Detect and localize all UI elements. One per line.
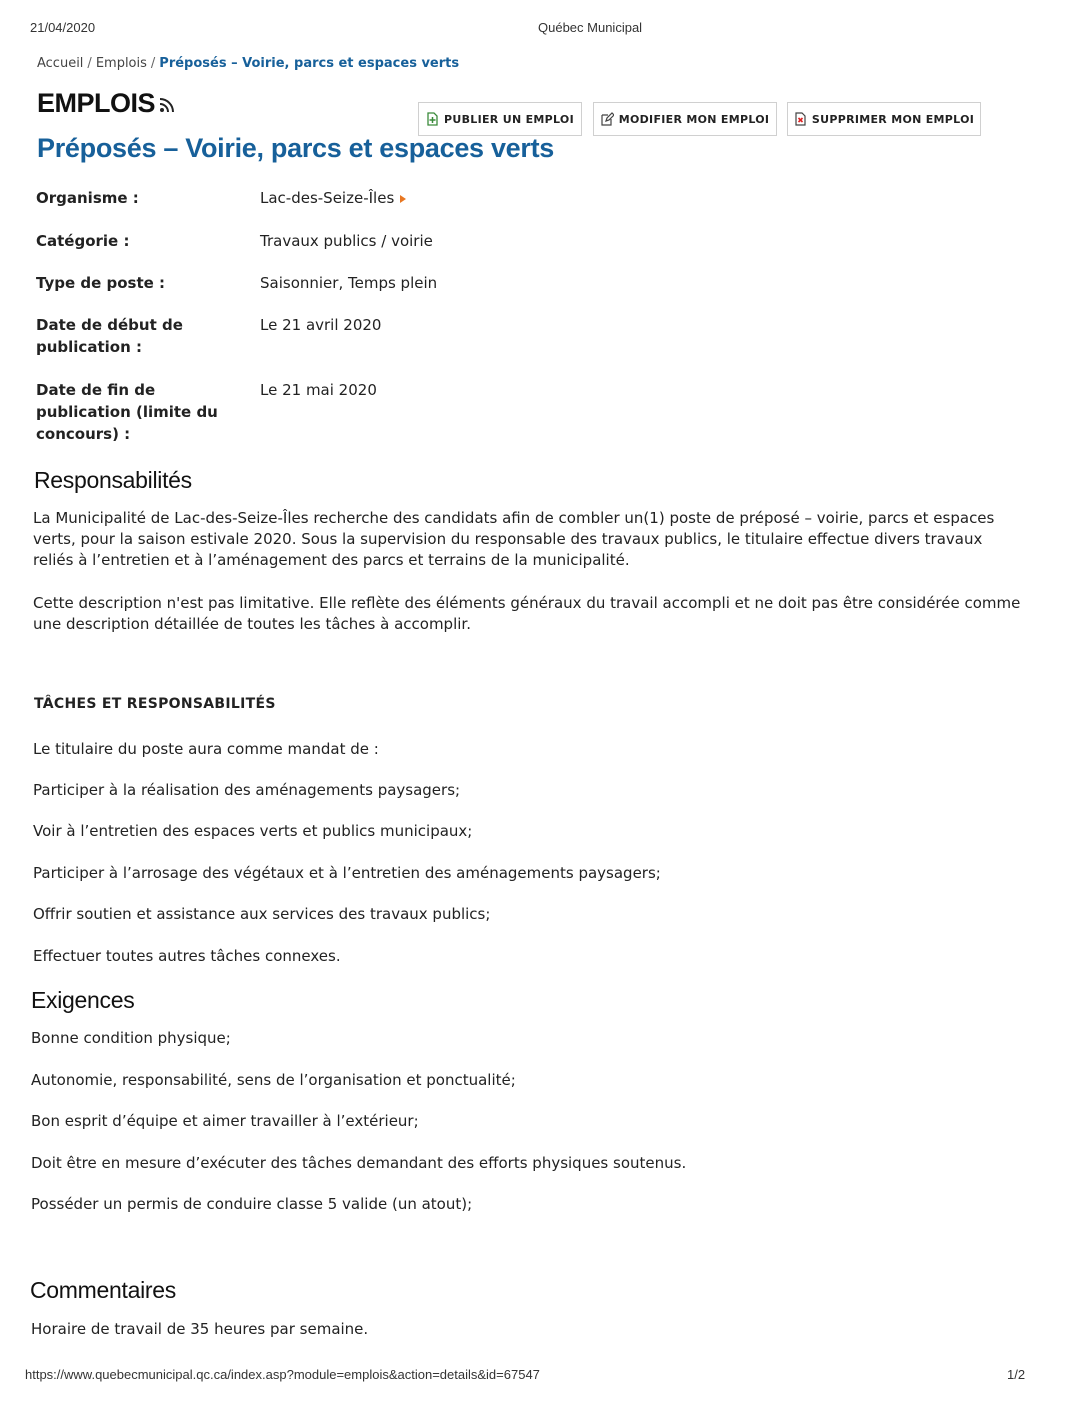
organisme-link[interactable]: Lac-des-Seize-Îles bbox=[260, 189, 395, 207]
detail-label-type-poste: Type de poste : bbox=[36, 274, 166, 292]
detail-value-date-debut: Le 21 avril 2020 bbox=[260, 316, 382, 334]
breadcrumb-home-link[interactable]: Accueil bbox=[37, 56, 84, 71]
commentaires-text: Horaire de travail de 35 heures par semaine. bbox=[31, 1320, 369, 1338]
breadcrumb-separator: / bbox=[87, 56, 92, 71]
section-title bbox=[37, 88, 175, 120]
list-item: Bonne condition physique; bbox=[31, 1029, 231, 1047]
detail-value-categorie: Travaux publics / voirie bbox=[260, 232, 433, 250]
publish-job-button[interactable] bbox=[418, 102, 582, 136]
arrow-right-icon bbox=[400, 195, 406, 203]
responsabilites-paragraph: La Municipalité de Lac-des-Seize-Îles recherche des candidats afin de combler un(1) poste de préposé – voirie, parcs et espaces verts, pour la saison estivale 2020. Sous la supervision du responsable des travaux publics, le titulaire effectue divers travaux reliés à l’entretien et à l’aménagement des parcs et terrains de la municipalité. bbox=[33, 509, 995, 569]
section-title-text: EMPLOIS bbox=[37, 88, 156, 118]
list-item: Posséder un permis de conduire classe 5 valide (un atout); bbox=[31, 1195, 473, 1213]
print-date: 21/04/2020 bbox=[30, 20, 96, 35]
taches-intro: Le titulaire du poste aura comme mandat de : bbox=[33, 740, 379, 758]
list-item: Doit être en mesure d’exécuter des tâches demandant des efforts physiques soutenus. bbox=[31, 1154, 687, 1172]
breadcrumb-current: Préposés – Voirie, parcs et espaces verts bbox=[159, 56, 460, 71]
print-site-name: Québec Municipal bbox=[538, 20, 643, 35]
page-title: Préposés – Voirie, parcs et espaces verts bbox=[37, 133, 555, 163]
print-page-number: 1/2 bbox=[1007, 1367, 1026, 1382]
detail-value-organisme bbox=[260, 187, 406, 209]
list-item: Voir à l’entretien des espaces verts et publics municipaux; bbox=[33, 822, 473, 840]
taches-heading: TÂCHES ET RESPONSABILITÉS bbox=[34, 696, 276, 712]
list-item: Effectuer toutes autres tâches connexes. bbox=[33, 947, 341, 965]
breadcrumb-separator: / bbox=[150, 56, 156, 71]
responsabilites-heading: Responsabilités bbox=[34, 467, 192, 493]
add-document-icon bbox=[426, 112, 439, 126]
list-item: Offrir soutien et assistance aux services des travaux publics; bbox=[33, 905, 491, 923]
detail-value-date-fin: Le 21 mai 2020 bbox=[260, 381, 377, 399]
publish-job-label: PUBLIER UN EMPLOI bbox=[444, 112, 574, 126]
detail-label-organisme: Organisme : bbox=[36, 189, 139, 207]
list-item: Autonomie, responsabilité, sens de l’organisation et ponctualité; bbox=[31, 1071, 516, 1089]
detail-label-date-debut: Date de début de publication : bbox=[36, 316, 183, 356]
list-item: Participer à l’arrosage des végétaux et à l’entretien des aménagements paysagers; bbox=[33, 864, 661, 882]
delete-document-icon bbox=[794, 112, 807, 126]
detail-value-type-poste: Saisonnier, Temps plein bbox=[260, 274, 438, 292]
rss-icon[interactable] bbox=[159, 89, 175, 120]
delete-job-button[interactable] bbox=[787, 102, 981, 136]
breadcrumb bbox=[37, 56, 459, 71]
detail-label-date-fin: Date de fin de publication (limite du concours) : bbox=[36, 381, 218, 443]
delete-job-label: SUPPRIMER MON EMPLOI bbox=[811, 112, 975, 126]
commentaires-heading: Commentaires bbox=[30, 1277, 176, 1303]
list-item: Bon esprit d’équipe et aimer travailler à l’extérieur; bbox=[31, 1112, 419, 1130]
exigences-heading: Exigences bbox=[31, 987, 135, 1013]
breadcrumb-jobs-link[interactable]: Emplois bbox=[95, 56, 147, 71]
edit-icon bbox=[601, 112, 614, 126]
edit-job-label: MODIFIER MON EMPLOI bbox=[618, 112, 770, 126]
print-url: https://www.quebecmunicipal.qc.ca/index.asp?module=emplois&action=details&id=67547 bbox=[25, 1367, 540, 1382]
responsabilites-disclaimer: Cette description n'est pas limitative. Elle reflète des éléments généraux du travail accompli et ne doit pas être considérée comme une description détaillée de toutes les tâches à accomplir. bbox=[33, 594, 1021, 633]
detail-label-categorie: Catégorie : bbox=[36, 232, 130, 250]
edit-job-button[interactable] bbox=[593, 102, 777, 136]
list-item: Participer à la réalisation des aménagements paysagers; bbox=[33, 781, 461, 799]
